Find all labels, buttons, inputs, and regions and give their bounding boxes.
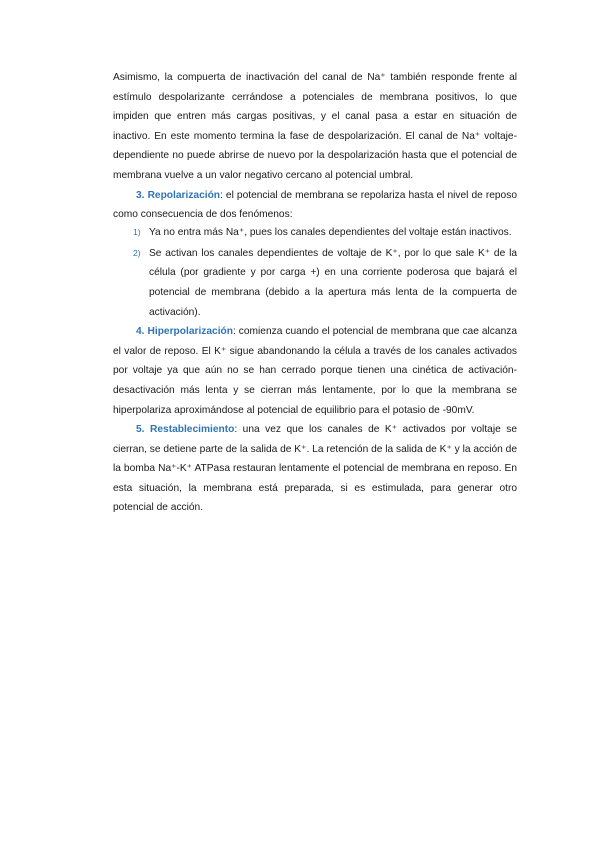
repolarizacion-list <box>113 225 517 322</box>
section-restablecimiento <box>113 420 517 518</box>
list-marker: 2) <box>133 247 141 258</box>
section-number: 4. <box>136 326 145 338</box>
list-item <box>113 244 517 322</box>
list-item <box>113 225 517 244</box>
list-marker: 1) <box>133 226 141 237</box>
section-text: : el potencial de membrana se repolariza hasta el nivel de reposo como consecuencia de dos fenómenos: <box>113 189 517 221</box>
list-item-text: Ya no entra más Na⁺, pues los canales dependientes del voltaje están inactivos. <box>149 226 512 238</box>
section-heading: Hiperpolarización <box>147 326 233 338</box>
section-number: 3. <box>136 189 145 201</box>
section-hiperpolarizacion <box>113 322 517 420</box>
section-number: 5. <box>136 424 145 436</box>
section-repolarizacion <box>113 186 517 225</box>
intro-paragraph: Asimismo, la compuerta de inactivación del canal de Na⁺ también responde frente al estímulo despolarizante cerrándose a potenciales de membrana positivos, lo que impiden que entren más cargas positivas, y el canal pasa a estar en situación de inactivo. En este momento termina la fase de despolarización. El canal de Na⁺ voltaje-dependiente no puede abrirse de nuevo por la despolarización hasta que el potencial de membrana vuelve a un valor negativo cercano al potencial umbral. <box>113 72 517 181</box>
section-text: : comienza cuando el potencial de membrana que cae alcanza el valor de reposo. El K⁺ sigue abandonando la célula a través de los canales activados por voltaje ya que aún no se han cerrado porque tienen una cinética de activación-desactivación más lenta y se cierran más lentamente, por lo que la membrana se hiperpolariza aproximándose al potencial de equilibrio para el potasio de -90mV. <box>113 326 517 416</box>
section-heading: Repolarización <box>147 189 221 201</box>
document-body <box>113 68 517 518</box>
section-text: : una vez que los canales de K⁺ activados por voltaje se cierran, se detiene parte de la salida de K⁺. La retención de la salida de K⁺ y la acción de la bomba Na⁺-K⁺ ATPasa restauran lentamente el potencial de membrana en reposo. En esta situación, la membrana está preparada, si es estimulada, para generar otro potencial de acción. <box>113 424 517 514</box>
section-heading: Restablecimiento <box>150 424 235 436</box>
list-item-text: Se activan los canales dependientes de voltaje de K⁺, por lo que sale K⁺ de la célula (por gradiente y por carga +) en una corriente poderosa que bajará el potencial de membrana (debido a la apertura más lenta de la compuerta de activación). <box>149 247 517 318</box>
